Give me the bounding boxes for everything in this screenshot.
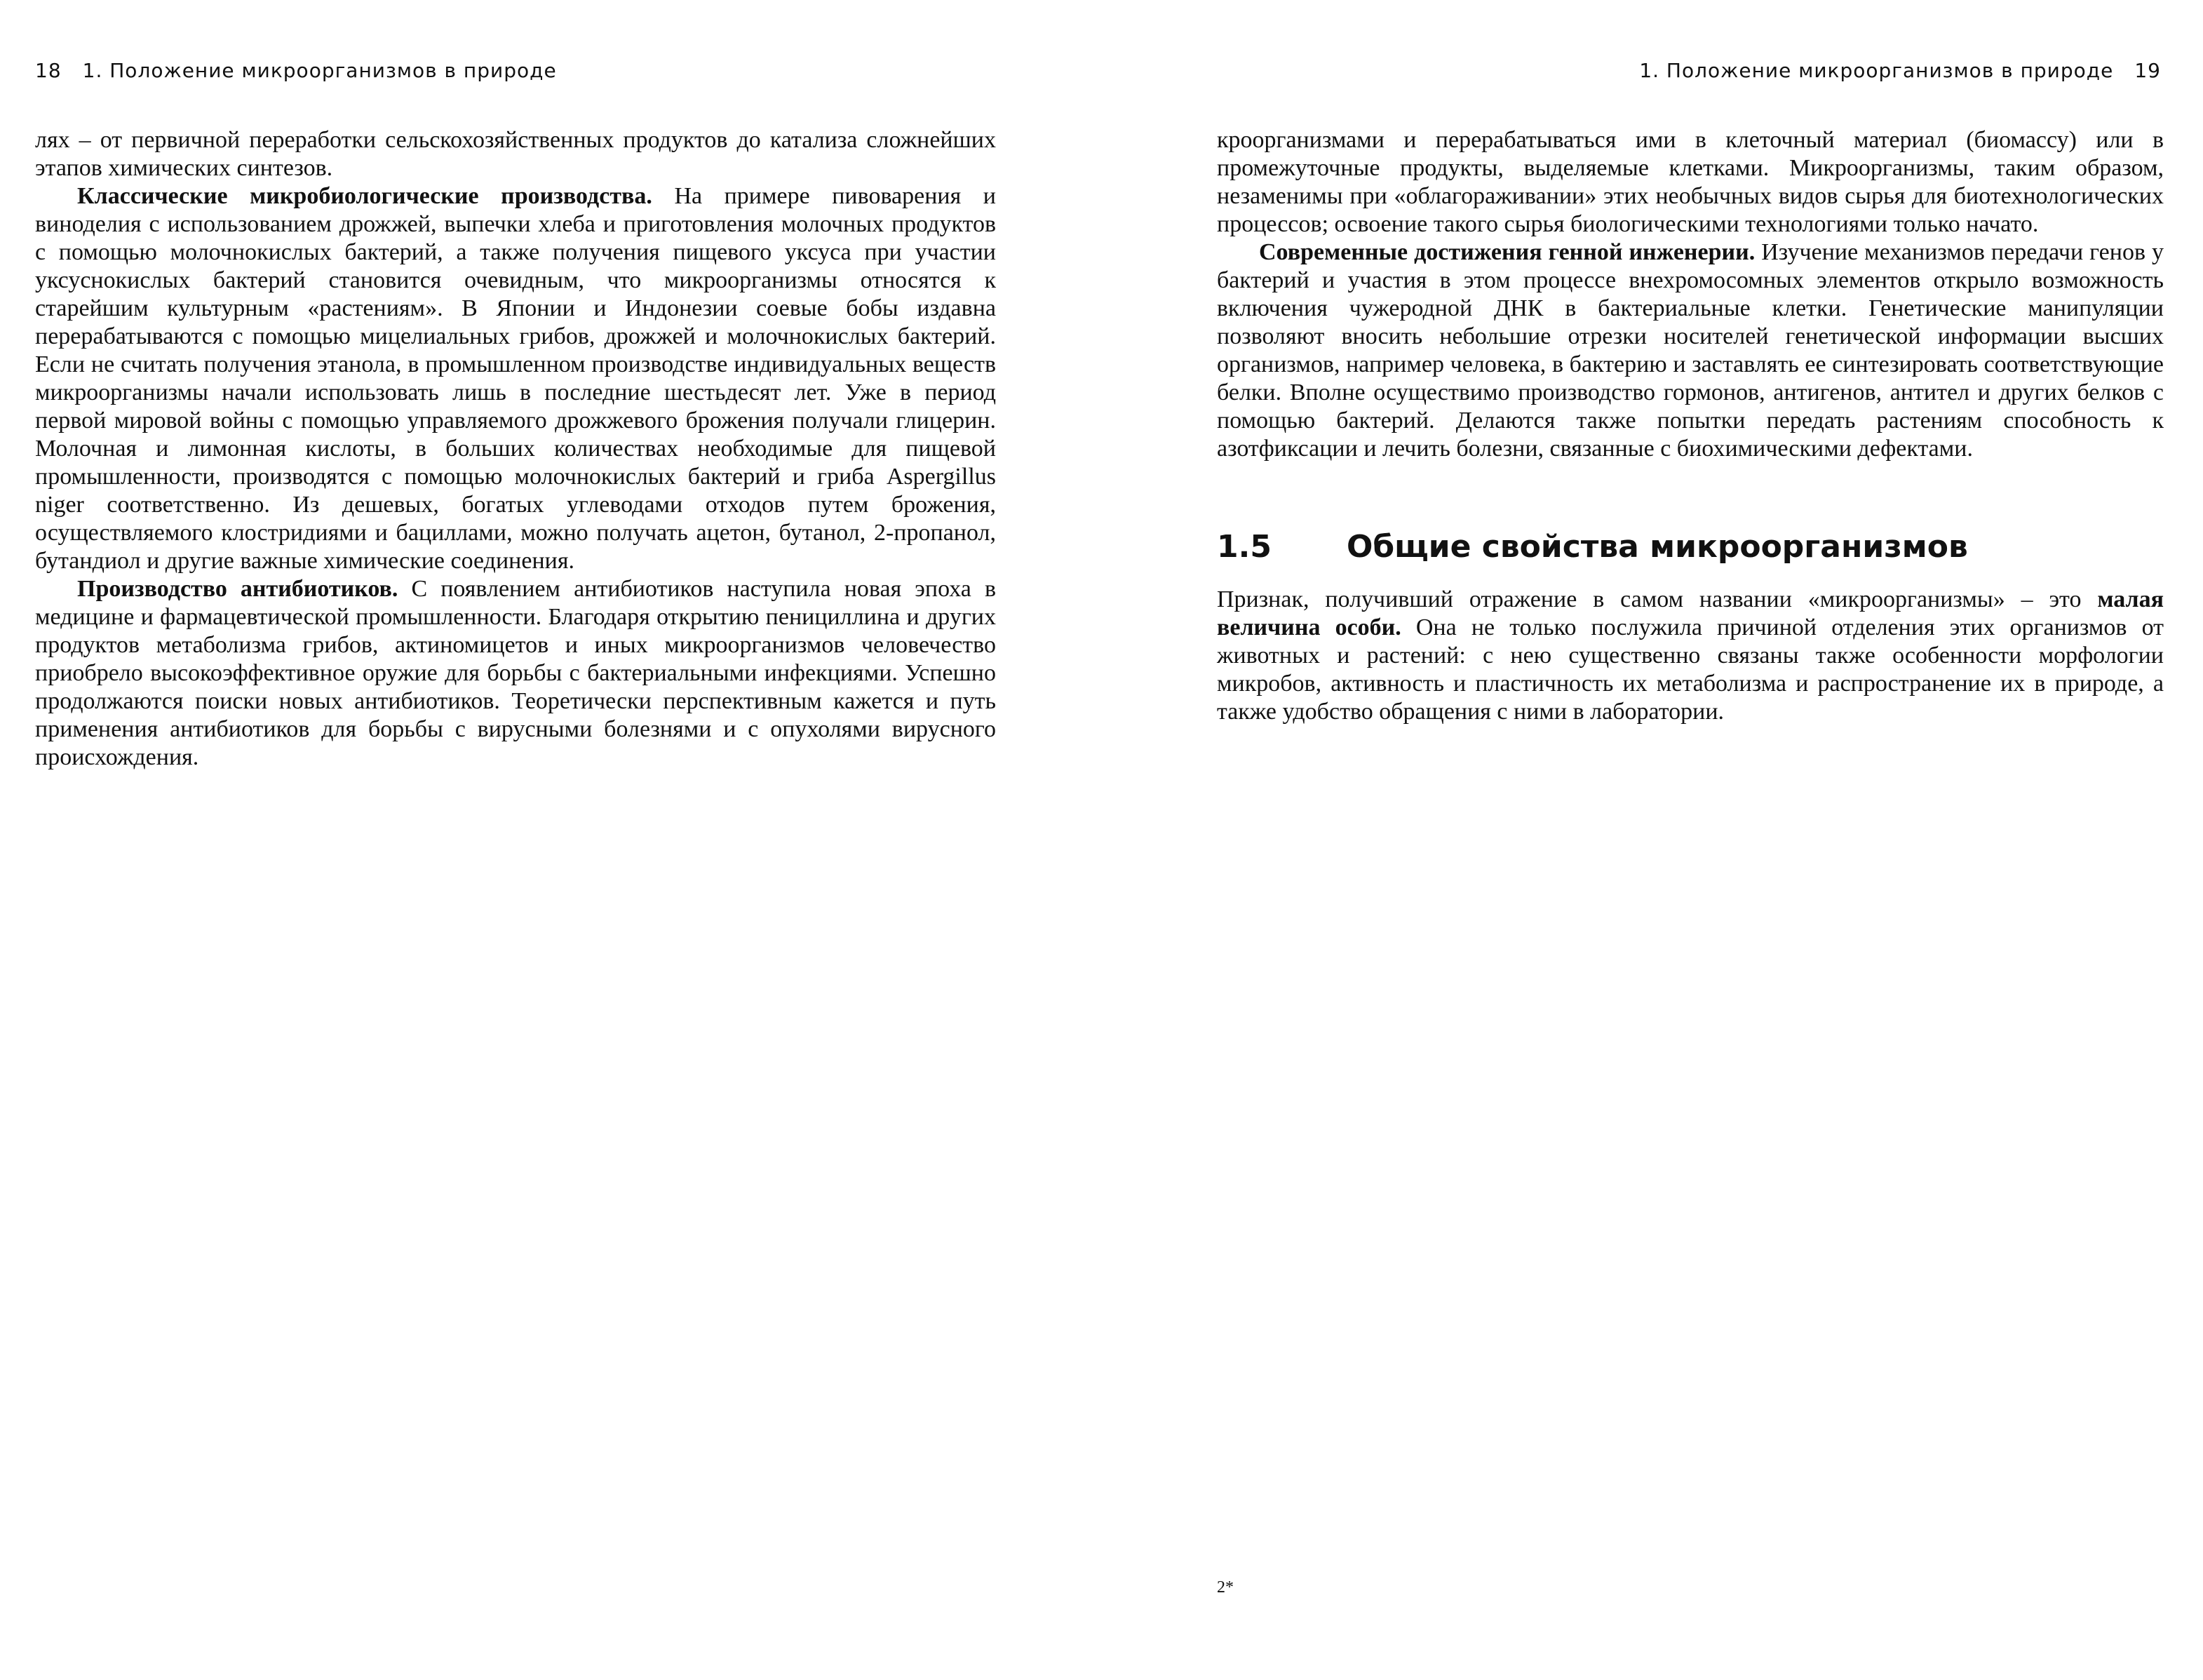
left-body — [35, 126, 996, 772]
left-running-head — [35, 59, 557, 82]
paragraph: лях – от первичной переработки сельскохозяйственных продуктов до катализа сложнейших этапов химических синтезов. — [35, 127, 996, 181]
section-number: 1.5 — [1217, 529, 1272, 565]
paragraph: кроорганизмами и перерабатываться ими в клеточный материал (биомассу) или в промежуточные продукты, выделяемые клетками. Микроорганизмы, таким образом, незаменимы при «облагораживании» этих необычных видов сырья для биотехнологических процессов; освоение такого сырья биологическими технологиями только начато. — [1217, 127, 2164, 237]
right-page-number: 19 — [2134, 59, 2161, 82]
section-title: Общие свойства микроорганизмов — [1347, 529, 1968, 565]
left-page — [0, 0, 1101, 1680]
right-body — [1217, 126, 2164, 726]
left-chapter-title: 1. Положение микроорганизмов в природе — [82, 59, 557, 82]
right-chapter-title: 1. Положение микроорганизмов в природе — [1639, 59, 2114, 82]
paragraph: Современные достижения генной инженерии. Изучение механизмов передачи генов у бактерий и участия в этом процессе внехромосомных элементов открыло возможность включения чужеродной ДНК в бактериальные клетки. Генетические манипуляции позволяют вносить небольшие отрезки носителей генетической информации высших организмов, например человека, в бактерию и заставлять ее синтезировать соответствующие белки. Вполне осуществимо производство гормонов, антигенов, антител и других белков с помощью бактерий. Делаются также попытки передать растениям способность к азотфиксации и лечить болезни, связанные с биохимическими дефектами. — [1217, 239, 2164, 462]
right-page — [1101, 0, 2203, 1680]
paragraph: Признак, получивший отражение в самом названии «микроорганизмы» – это малая величина особи. Она не только послужила причиной отделения этих организмов от животных и растений: с нею существенно связаны также особенности морфологии микробов, активность и пластичность их метаболизма и распространение их в природе, а также удобство обращения с ними в лаборатории. — [1217, 586, 2164, 725]
paragraph: Классические микробиологические производства. На примере пивоварения и виноделия с использованием дрожжей, выпечки хлеба и приготовления молочных продуктов с помощью молочнокислых бактерий, а также получения пищевого уксуса при участии уксуснокислых бактерий становится очевидным, что микроорганизмы относятся к старейшим культурным «растениям». В Японии и Индонезии соевые бобы издавна перерабатываются с помощью мицелиальных грибов, дрожжей и молочнокислых бактерий. Если не считать получения этанола, в промышленном производстве индивидуальных веществ микроорганизмы начали использовать лишь в последние шестьдесят лет. Уже в период первой мировой войны с помощью управляемого дрожжевого брожения получали глицерин. Молочная и лимонная кислоты, в больших количествах необходимые для пищевой промышленности, производятся с помощью молочнокислых бактерий и гриба Aspergillus niger соответственно. Из дешевых, богатых углеводами отходов путем брожения, осуществляемого клостридиями и бациллами, можно получать ацетон, бутанол, 2-пропанол, бутандиол и другие важные химические соединения. — [35, 183, 996, 574]
signature-mark: 2* — [1217, 1578, 1234, 1597]
left-page-number: 18 — [35, 59, 62, 82]
right-running-head — [1639, 59, 2161, 82]
paragraph: Производство антибиотиков. С появлением антибиотиков наступила новая эпоха в медицине и фармацевтической промышленности. Благодаря открытию пенициллина и других продуктов метаболизма грибов, актиномицетов и иных микроорганизмов человечество приобрело высокоэффективное оружие для борьбы с бактериальными инфекциями. Успешно продолжаются поиски новых антибиотиков. Теоретически перспективным кажется и путь применения антибиотиков для борьбы с вирусными болезнями и с опухолями вирусного происхождения. — [35, 576, 996, 770]
section-heading — [1217, 530, 2164, 565]
